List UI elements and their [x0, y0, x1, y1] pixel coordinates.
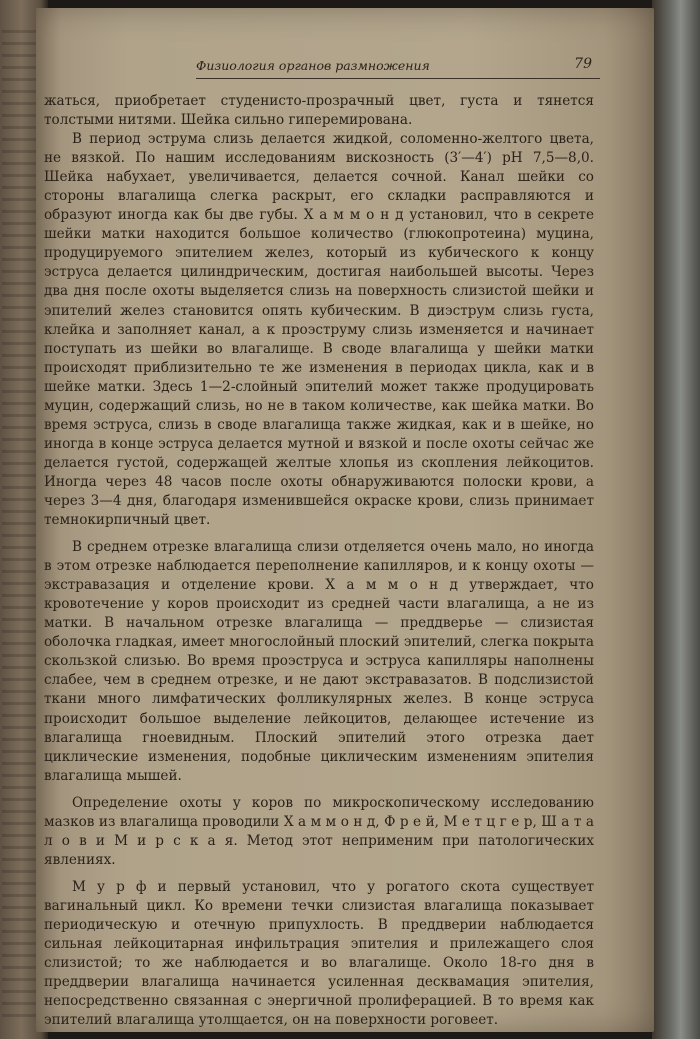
book-spine: [652, 0, 700, 1039]
paragraph-4: Определение охоты у коров по микроскопическому исследованию мазков из влагалища проводили Х а м м о н д, Ф р е й, М е т ц г е р, Ш а т а л о в и М и р с к а я. Метод этот неприменим при патологических явлениях.: [44, 794, 594, 868]
paragraph-1: жаться, приобретает студенисто-прозрачный цвет, густа и тянется толстыми нитями. Шейка сильно гиперемирована.: [44, 93, 594, 129]
paragraph-2: В период эструма слизь делается жидкой, соломенно-желтого цвета, не вязкой. По нашим исследованиям вискозность (3′—4′) pH 7,5—8,0. Шейка набухает, увеличивается, делается сочной. Канал шейки со стороны влагалища слегка раскрыт, его складки расправляются и образуют иногда как бы две губы. Х а м м о н д установил, что в секрете шейки матки находится большое количество (глюкопротеина) муцина, продуцируемого эпителием желез, который из кубического к концу эструса делается цилиндрическим, достигая наибольшей высоты. Через два дня после охоты выделяется слизь на поверхность слизистой шейки и эпителий желез становится опять кубическим. В диэструм слизь густа, клейка и заполняет канал, а к проэструму слизь изменяется и начинает поступать из шейки во влагалище. В своде влагалища у шейки матки происходят приблизительно те же изменения в периодах цикла, как и в шейке матки. Здесь 1—2-слойный эпителий может также продуцировать муцин, содержащий слизь, но не в таком количестве, как шейка матки. Во время эструса, слизь в своде влагалища также жидкая, как и в шейке, но иногда в конце эструса делается мутной и вязкой и после охоты сейчас же делается густой, содержащей желтые хлопья из скопления лейкоцитов. Иногда через 48 часов после охоты обнаруживаются полоски крови, а через 3—4 дня, благодаря изменившейся окраске крови, слизь принимает темнокирпичный цвет.: [44, 131, 594, 529]
left-page-text-shadow: [2, 30, 38, 1020]
paragraph-5: М у р ф и первый установил, что у рогатого скота существует вагинальный цикл. Ко времени течки слизистая влагалища показывает периодическую и отечную припухлость. В преддверии наблюдается сильная лейкоцитарная инфильтрация эпителия и прилежащего слоя слизистой; то же наблюдается и во влагалище. Около 18-го дня в преддверии влагалища начинается усиленная десквамация эпителия, непосредственно связанная с энергичной пролиферацией. В то время как эпителий влагалища утолщается, он на поверхности роговеет.: [44, 878, 594, 1029]
page-number: 79: [574, 56, 592, 72]
running-title: Физиология органов размножения: [196, 58, 430, 73]
page-body: [44, 92, 594, 1030]
page-header: [196, 58, 600, 79]
paragraph-3: В среднем отрезке влагалища слизи отделяется очень мало, но иногда в этом отрезке наблюдается переполнение капилляров, и к концу охоты — экстравазация и отделение крови. Х а м м о н д утверждает, что кровотечение у коров происходит из средней части влагалища, а не из матки. В начальном отрезке влагалища — преддверье — слизистая оболочка гладкая, имеет многослойный плоский эпителий, слегка покрыта скользкой слизью. Во время проэструса и эструса капилляры наполнены слабее, чем в среднем отрезке, и не дают экстравазатов. В подслизистой ткани много лимфатических фолликулярных желез. В конце эструса происходит большое выделение лейкоцитов, делающее истечение из влагалища гноевидным. Плоский эпителий этого отрезка дает циклические изменения, подобные циклическим изменениям эпителия влагалища мышей.: [44, 539, 594, 784]
